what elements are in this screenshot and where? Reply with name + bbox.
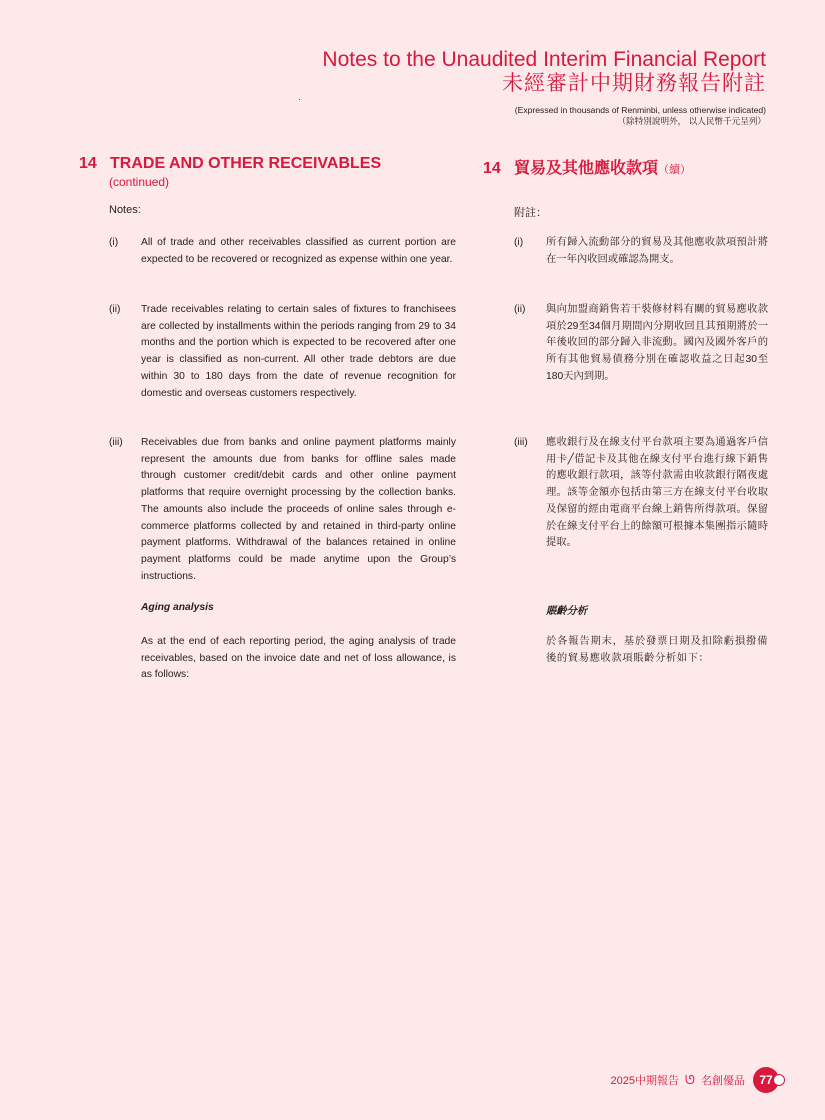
note-text: All of trade and other receivables classified as current portion are expected to be recovered or recognized as expense within one year. xyxy=(141,237,456,265)
aging-heading-en: Aging analysis xyxy=(141,602,214,613)
page-number: 77 xyxy=(759,1073,773,1087)
aging-heading-zh: 賬齡分析 xyxy=(546,606,588,617)
section-title-zh: 貿易及其他應收款項 xyxy=(514,160,659,177)
report-label: 2025中期報告 xyxy=(610,1075,680,1087)
aging-text-en: As at the end of each reporting period, the aging analysis of trade receivables, based on the invoice date and net of loss allowance, is as follows: xyxy=(141,636,456,681)
notes-label-zh: 附註： xyxy=(514,207,547,219)
chinese-column xyxy=(483,155,768,178)
note-index-zh: (iii) xyxy=(514,437,528,448)
note-index: (i) xyxy=(109,237,119,248)
page-ring-icon xyxy=(773,1074,785,1086)
speck xyxy=(299,99,300,100)
note-item-en xyxy=(109,435,456,585)
note-index-zh: (i) xyxy=(514,237,524,248)
brand-name: 名創優品 xyxy=(701,1075,745,1087)
note-text: Receivables due from banks and online payment platforms mainly represent the amounts due from banks for offline sales made through customer credit/debit cards and other online payment platforms that require overnight processing by the collection banks. The amounts also include the proceeds of online sales through e-commerce platforms collected by and retained in third-party online payment platforms. Withdrawal of the balances retained in online payment platforms could be made anytime upon the Group’s instructions. xyxy=(141,437,456,582)
page-header xyxy=(322,48,766,96)
continued-label: (continued) xyxy=(109,175,170,189)
section-number-zh: 14 xyxy=(483,160,501,177)
english-column xyxy=(79,155,457,189)
note-index: (iii) xyxy=(109,437,123,448)
report-title-en: Notes to the Unaudited Interim Financial Report xyxy=(322,48,766,71)
note-index: (ii) xyxy=(109,304,121,315)
continued-label-zh: （續） xyxy=(658,164,692,176)
section-number: 14 xyxy=(79,155,97,172)
aging-text-zh: 於各報告期末，基於發票日期及扣除虧損撥備後的貿易應收款項賬齡分析如下： xyxy=(546,636,768,664)
brand-logo-icon: ᘎ xyxy=(685,1072,695,1087)
notes-label-en: Notes: xyxy=(109,204,141,216)
page-footer xyxy=(611,1067,779,1093)
currency-note-zh: （除特別說明外， 以人民幣千元呈列） xyxy=(617,116,766,126)
note-text-zh: 與向加盟商銷售若干裝修材料有關的貿易應收款項於29至34個月期間內分期收回且其預期將於一年後收回的部分歸入非流動。國內及國外客戶的所有其他貿易債務分別在確認收益之日起30至180天內到期。 xyxy=(546,304,768,382)
section-heading-en xyxy=(79,155,457,173)
note-index-zh: (ii) xyxy=(514,304,526,315)
note-item-zh xyxy=(514,435,768,552)
report-title-zh: 未經審計中期財務報告附註 xyxy=(502,72,766,95)
note-text-zh: 應收銀行及在線支付平台款項主要為通過客戶信用卡╱借記卡及其他在線支付平台進行線下銷售的應收銀行款項，該等付款需由收款銀行隔夜處理。該等金額亦包括由第三方在線支付平台收取及保留的經由電商平台線上銷售所得款項。保留於在線支付平台上的餘額可根據本集團指示隨時提取。 xyxy=(546,437,768,549)
currency-note-en: (Expressed in thousands of Renminbi, unless otherwise indicated) xyxy=(514,105,766,115)
note-item-zh xyxy=(514,235,768,268)
note-item-zh xyxy=(514,302,768,386)
section-heading-zh xyxy=(483,155,768,178)
note-text-zh: 所有歸入流動部分的貿易及其他應收款項預計將在一年內收回或確認為開支。 xyxy=(546,237,768,265)
note-item-en xyxy=(109,235,456,268)
page-number-badge xyxy=(753,1067,779,1093)
currency-note xyxy=(515,105,766,127)
section-title: TRADE AND OTHER RECEIVABLES xyxy=(110,155,382,172)
note-text: Trade receivables relating to certain sales of fixtures to franchisees are collected by installments within the periods ranging from 29 to 34 months and the portion which is expected to be recovered after one year is classified as non-current. All other trade debtors are due within 30 to 180 days from the date of revenue recognition for domestic and overseas customers respectively. xyxy=(141,304,456,399)
note-item-en xyxy=(109,302,456,402)
